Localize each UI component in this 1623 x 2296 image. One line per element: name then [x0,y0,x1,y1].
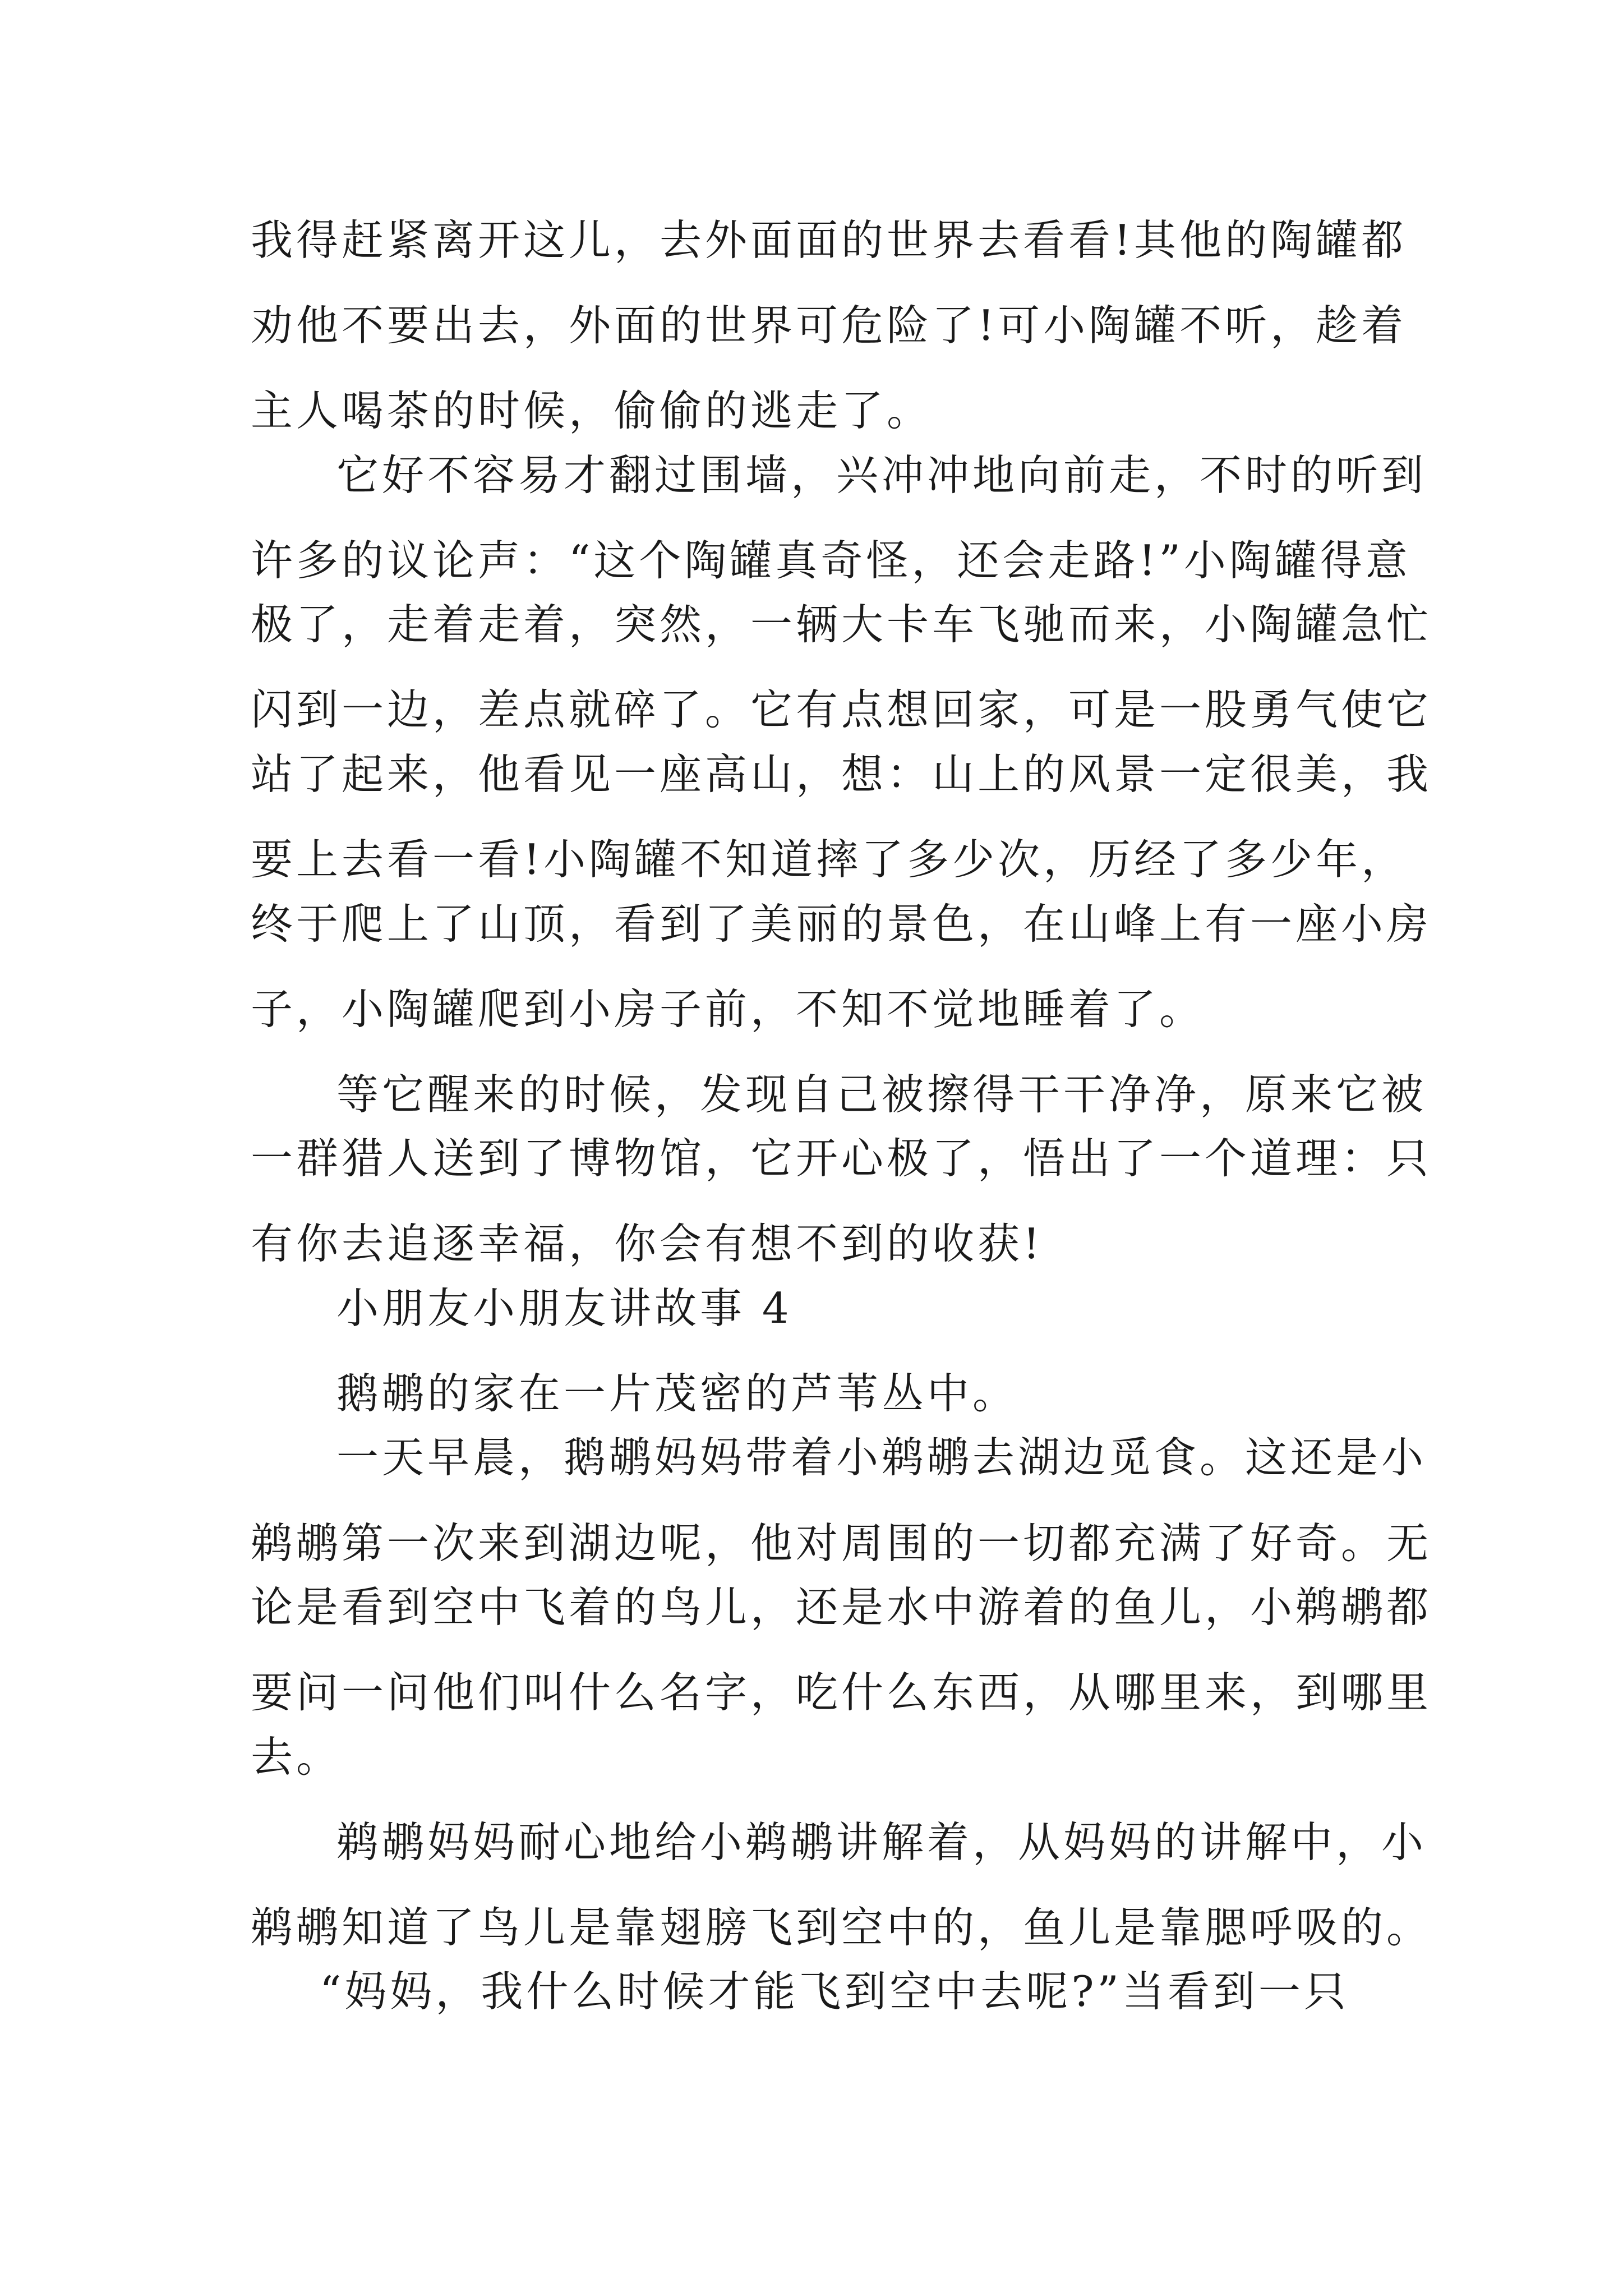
text-line: 要问一问他们叫什么名字，吃什么东西，从哪里来，到哪里 [251,1668,1432,1717]
text-line: 论是看到空中飞着的鸟儿，还是水中游着的鱼儿，小鹈鹕都 [251,1582,1432,1632]
text-line: 极了，走着走着，突然，一辆大卡车飞驰而来，小陶罐急忙 [251,600,1432,649]
text-line: 许多的议论声：“这个陶罐真奇怪，还会走路!”小陶罐得意 [251,536,1411,585]
text-line: 终于爬上了山顶，看到了美丽的景色，在山峰上有一座小房 [251,899,1432,949]
text-line: 鹈鹕第一次来到湖边呢，他对周围的一切都充满了好奇。无 [251,1519,1432,1568]
text-line: 有你去追逐幸福，你会有想不到的收获! [251,1219,1044,1268]
text-line: 它好不容易才翻过围墙，兴冲冲地向前走，不时的听到 [336,450,1427,500]
text-line: 我得赶紧离开这儿，去外面面的世界去看看!其他的陶罐都 [251,215,1407,265]
text-line: 鹅鹕的家在一片茂密的芦苇丛中。 [336,1369,1018,1418]
text-line: 子，小陶罐爬到小房子前，不知不觉地睡着了。 [251,984,1205,1034]
text-line: 站了起来，他看见一座高山，想：山上的风景一定很美，我 [251,749,1432,799]
text-line: 要上去看一看!小陶罐不知道摔了多少次，历经了多少年， [251,835,1407,884]
text-line: 主人喝茶的时候，偷偷的逃走了。 [251,386,933,435]
text-line: “妈妈，我什么时候才能飞到空中去呢?”当看到一只 [320,1967,1349,2016]
text-line: 劝他不要出去，外面的世界可危险了!可小陶罐不听，趁着 [251,301,1407,350]
text-line: 去。 [251,1732,342,1782]
text-line: 鹈鹕妈妈耐心地给小鹈鹕讲解着，从妈妈的讲解中，小 [336,1818,1427,1867]
text-line: 一天早晨，鹅鹕妈妈带着小鹈鹕去湖边觅食。这还是小 [336,1433,1427,1482]
section-heading: 小朋友小朋友讲故事 4 [336,1283,792,1333]
text-line: 鹈鹕知道了鸟儿是靠翅膀飞到空中的，鱼儿是靠腮呼吸的。 [251,1903,1432,1952]
text-line: 一群猎人送到了博物馆，它开心极了，悟出了一个道理：只 [251,1134,1432,1183]
text-line: 等它醒来的时候，发现自己被擦得干干净净，原来它被 [336,1070,1427,1119]
text-line: 闪到一边，差点就碎了。它有点想回家，可是一股勇气使它 [251,685,1432,734]
